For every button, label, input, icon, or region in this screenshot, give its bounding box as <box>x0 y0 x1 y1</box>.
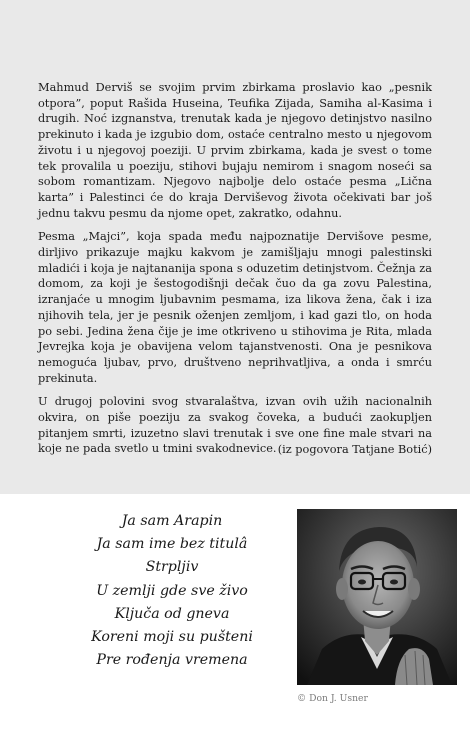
paragraph-1: Mahmud Derviš se svojim prvim zbirkama proslavio kao „pesnik otpora”, poput Rašida Huseina, Teufika Zijada, Samiha al-Kasima i drugih. Noć izgnanstva, trenutak kada je njegovo detinjstvo nasilno prekinuto i kada je izgubio dom, ostaće centralno mesto u njegovom životu i u njegovoj poeziji. U prvim zbirkama, kada je svest o tome tek provalila u poeziju, stihovi bujaju nemirom i snagom noseći sa sobom romantizam. Njegovo najbolje delo ostaće pesma „Lična karta” i Palestinci će do kraja Derviševog života očekivati bar još jednu takvu pesmu da njome opet, zakratko, odahnu. <box>38 81 432 220</box>
poem-line: Ja sam ime bez titulâ <box>96 536 248 553</box>
source-attribution: (iz pogovora Tatjane Botić) <box>277 443 432 456</box>
poem-line: Pre rođenja vremena <box>96 652 248 669</box>
poem-line: Ključa od gneva <box>114 605 230 622</box>
author-portrait-photo <box>297 509 457 685</box>
portrait-image <box>297 509 457 685</box>
poem-line: U zemlji gde sve živo <box>96 582 248 599</box>
blurb-text <box>38 80 432 465</box>
poem-line: Strpljiv <box>145 559 199 576</box>
poem-excerpt <box>72 510 272 672</box>
poem-line: Ja sam Arapin <box>121 513 223 529</box>
paragraph-2: Pesma „Majci”, koja spada među najpoznatije Dervišove pesme, dirljivo prikazuje majku kakvom je zamišljaju mnogi palestinski mladići i koja je najtananija spona s oduzetim detinjstvom. Čežnja za domom, za koji je šestogodišnji dečak čuo da ga zovu Palestina, izranjaće u mnogim ljubavnim pesmama, iza likova žena, čak i iza njihovih tela, jer je pesnik oženjen zemljom, i kad gazi tlo, on hoda po sebi. Jedina žena čije je ime otkriveno u stihovima je Rita, mlada Jevrejka koja je obavijena velom tajanstvenosti. Ona je pesnikova nemoguća ljubav, prvo, društveno neprihvatljiva, a onda i smrću prekinuta. <box>38 230 432 385</box>
poem-line: Koreni moji su pušteni <box>91 629 253 646</box>
paragraph-3: U drugoj polovini svog stvaralaštva, izvan ovih užih nacionalnih okvira, on piše poeziju za svakog čoveka, a budući zaokupljen pitanjem smrti, izuzetno slavi trenutak i sve one fine male stvari na koje ne pada svetlo u tmini svakodnevice. <box>38 395 432 456</box>
photo-credit: © Don J. Usner <box>297 693 368 704</box>
